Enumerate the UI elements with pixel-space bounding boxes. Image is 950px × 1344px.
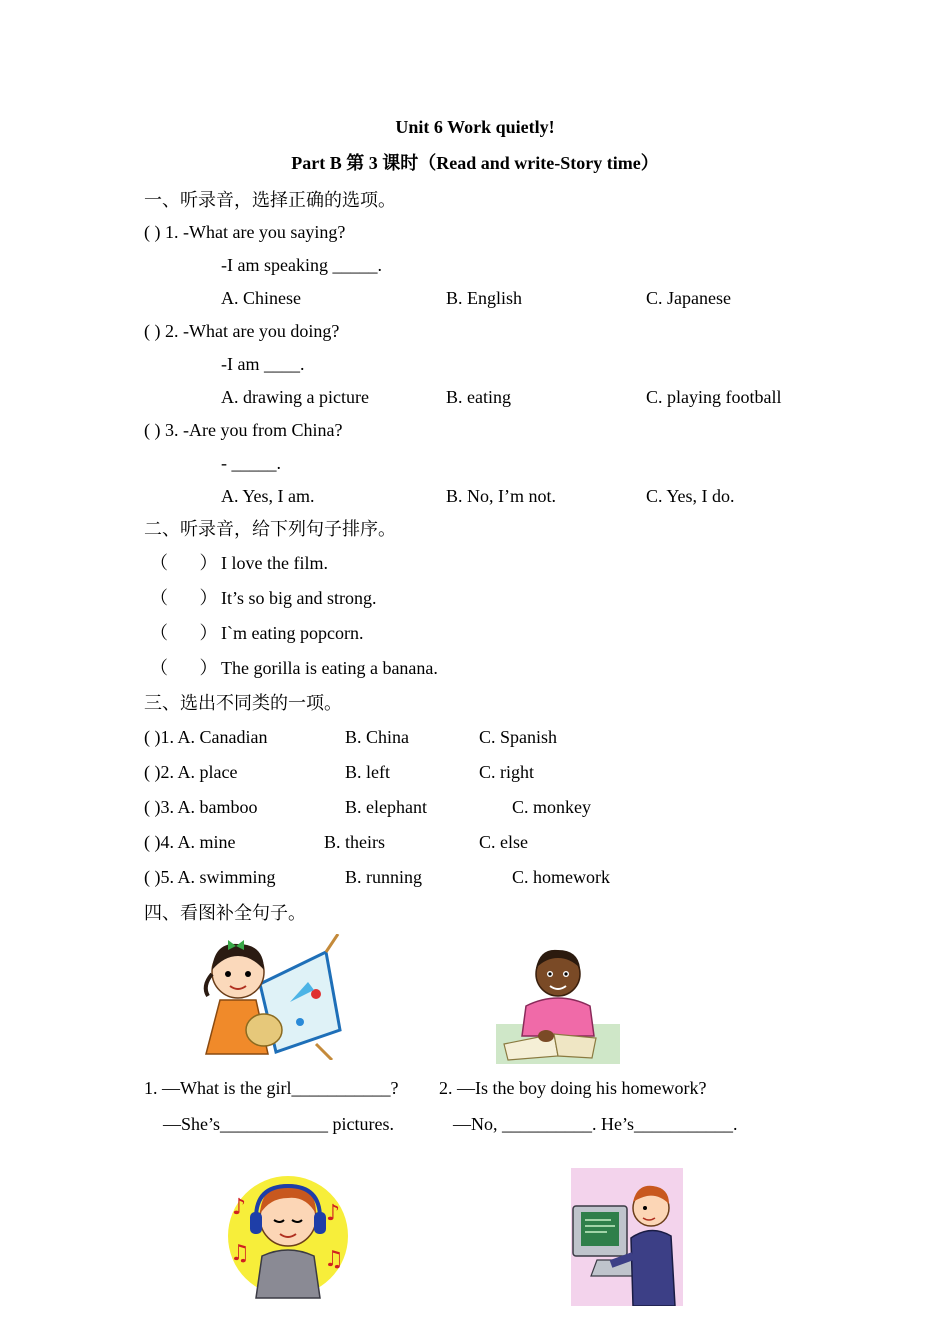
section1-heading: 一、听录音，选择正确的选项。 [144,190,396,210]
boy-reading-illustration [496,944,620,1064]
order-item-3: I`m eating popcorn. [221,623,364,643]
q4-2-question: 2. —Is the boy doing his homework? [439,1078,707,1098]
q1-line2: -I am speaking _____. [221,255,382,275]
svg-text:♪: ♪ [326,1201,341,1226]
q1-option-b: B. English [446,288,523,308]
order-bracket: （ ） [150,658,218,678]
svg-text:♫: ♫ [324,1247,344,1272]
odd-row-4-a: ( )4. A. mine [144,832,236,852]
odd-row-1-c: C. Spanish [479,727,558,747]
order-item-1: I love the film. [221,553,328,573]
q2-option-b: B. eating [446,387,511,407]
q2-option-c: C. playing football [646,387,782,407]
odd-row-3-c: C. monkey [512,797,591,817]
q2-stem: ( ) 2. -What are you doing? [144,321,340,341]
odd-row-5-a: ( )5. A. swimming [144,867,276,887]
section4-heading: 四、看图补全句子。 [144,903,306,923]
odd-row-2-b: B. left [345,762,390,782]
order-bracket: （ ） [150,588,218,608]
odd-row-5-c: C. homework [512,867,610,887]
q4-1-answer: —She’s____________ pictures. [163,1114,394,1134]
girl-painting-illustration [198,934,348,1060]
order-item-4: The gorilla is eating a banana. [221,658,438,678]
odd-row-3-b: B. elephant [345,797,427,817]
order-bracket: （ ） [150,553,218,573]
page-subtitle: Part B 第 3 课时（Read and write-Story time） [291,153,659,173]
section3-heading: 三、选出不同类的一项。 [144,693,342,713]
section2-heading: 二、听录音，给下列句子排序。 [144,519,396,539]
odd-row-4-b: B. theirs [324,832,385,852]
q4-1-question: 1. —What is the girl___________? [144,1078,399,1098]
odd-row-2-a: ( )2. A. place [144,762,238,782]
svg-text:♫: ♫ [230,1241,250,1266]
q3-option-a: A. Yes, I am. [221,486,315,506]
q3-option-b: B. No, I’m not. [446,486,556,506]
page-title: Unit 6 Work quietly! [395,117,555,137]
boy-listening-music-illustration [226,1170,350,1300]
q1-option-c: C. Japanese [646,288,731,308]
odd-row-3-a: ( )3. A. bamboo [144,797,258,817]
boy-computer-illustration [571,1168,683,1306]
q2-line2: -I am ____. [221,354,305,374]
order-item-2: It’s so big and strong. [221,588,377,608]
q2-option-a: A. drawing a picture [221,387,369,407]
odd-row-2-c: C. right [479,762,535,782]
q1-option-a: A. Chinese [221,288,301,308]
q4-2-answer: —No, __________. He’s___________. [453,1114,738,1134]
svg-text:♪: ♪ [232,1195,247,1220]
q3-stem: ( ) 3. -Are you from China? [144,420,343,440]
q3-option-c: C. Yes, I do. [646,486,735,506]
odd-row-4-c: C. else [479,832,528,852]
order-bracket: （ ） [150,623,218,643]
odd-row-1-b: B. China [345,727,410,747]
odd-row-5-b: B. running [345,867,423,887]
q1-stem: ( ) 1. -What are you saying? [144,222,346,242]
odd-row-1-a: ( )1. A. Canadian [144,727,268,747]
q3-line2: - _____. [221,453,281,473]
